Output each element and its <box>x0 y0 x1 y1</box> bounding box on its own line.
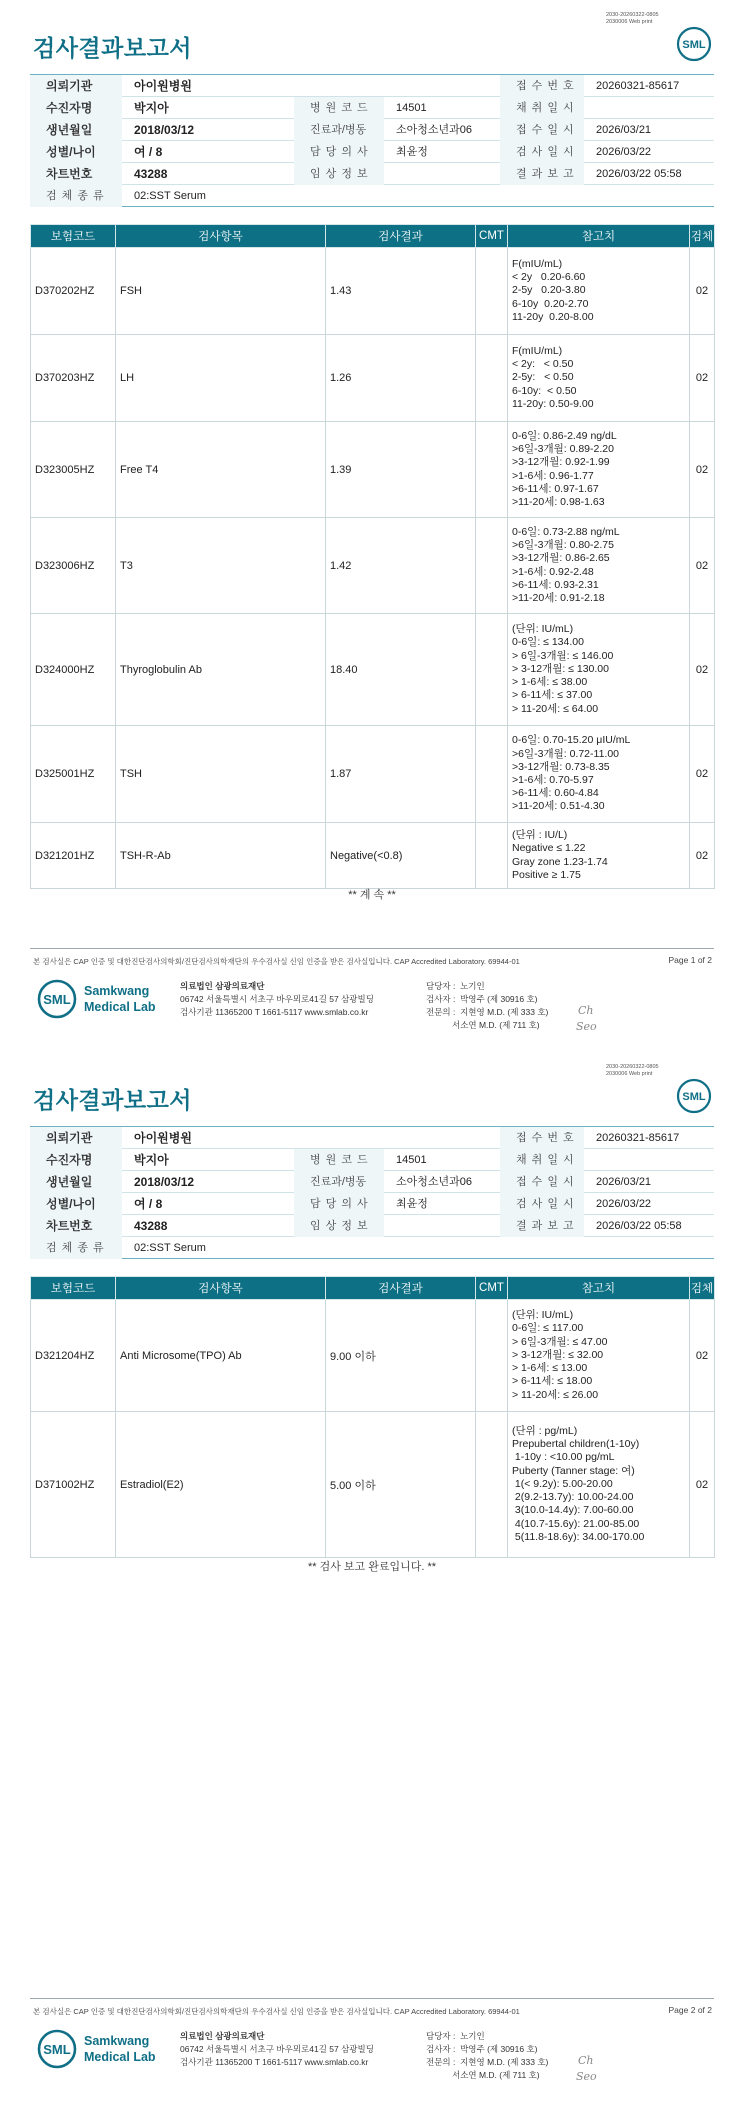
patient-info <box>30 74 714 207</box>
sex-age-label: 성별/나이 <box>30 1193 122 1215</box>
report-title: 검사결과보고서 <box>33 1087 193 1113</box>
clinical-label: 임 상 정 보 <box>294 163 384 185</box>
receipt-date-label: 접 수 일 시 <box>500 119 584 141</box>
receipt-no-value: 20260321-85617 <box>596 80 680 92</box>
cell-specimen: 02 <box>690 335 715 422</box>
specimen-label: 검 체 종 류 <box>30 185 122 207</box>
lab-street-address: 06742 서울특별시 서초구 바우뫼로41길 57 삼광빌딩 <box>180 994 374 1004</box>
cell-reference: 0-6일: 0.70-15.20 μIU/mL >6일-3개월: 0.72-11.00 >3-12개월: 0.73-8.35 >1-6세: 0.70-5.97 >6-11세: 0.60-4.84 >11-20세: 0.51-4.30 <box>508 726 690 823</box>
cell-code: D321201HZ <box>31 823 116 889</box>
header-reference: 참고치 <box>508 225 690 248</box>
clinical-label: 임 상 정 보 <box>294 1215 384 1237</box>
name-label: 수진자명 <box>30 1149 122 1171</box>
test-date-label: 검 사 일 시 <box>500 141 584 163</box>
doctor-label: 담 당 의 사 <box>294 1193 384 1215</box>
cell-result: 18.40 <box>326 614 476 726</box>
cell-item: LH <box>116 335 326 422</box>
brand-name-line1: Samkwang <box>84 984 150 998</box>
signature-2: Seo <box>576 1020 597 1033</box>
info-row-requester <box>30 1127 714 1149</box>
patient-info <box>30 1126 714 1259</box>
doctor-label: 담 당 의 사 <box>294 141 384 163</box>
chart-no-value: 43288 <box>134 167 168 181</box>
footer-cert-note: 본 검사실은 CAP 인증 및 대한진단검사의학회/진단검사의학재단의 우수검사실 신임 인증을 받은 검사실입니다. CAP Accredited Laboratory. 69944-01 <box>33 2007 520 2016</box>
lab-org-name: 의료법인 삼광의료재단 <box>180 2031 265 2041</box>
cell-reference: F(mIU/mL) < 2y 0.20-6.60 2-5y 0.20-3.80 6-10y 0.20-2.70 11-20y 0.20-8.00 <box>508 248 690 335</box>
cell-item: FSH <box>116 248 326 335</box>
cell-specimen: 02 <box>690 1300 715 1412</box>
info-row-specimen <box>30 185 714 207</box>
cell-result: 1.39 <box>326 422 476 518</box>
cell-reference: (단위 : IU/L) Negative ≤ 1.22 Gray zone 1.23-1.74 Positive ≥ 1.75 <box>508 823 690 889</box>
footer-divider <box>30 948 714 949</box>
cell-specimen: 02 <box>690 823 715 889</box>
cell-cmt <box>476 422 508 518</box>
receipt-no-label: 접 수 번 호 <box>500 1127 584 1149</box>
test-date-label: 검 사 일 시 <box>500 1193 584 1215</box>
receipt-date-value: 2026/03/21 <box>596 124 652 136</box>
chart-no-label: 차트번호 <box>30 163 122 185</box>
header-specimen: 검체 <box>690 225 715 248</box>
specimen-value: 02:SST Serum <box>134 1242 206 1254</box>
cell-code: D321204HZ <box>31 1300 116 1412</box>
table-row <box>31 518 715 614</box>
cell-reference: 0-6일: 0.73-2.88 ng/mL >6일-3개월: 0.80-2.75 >3-12개월: 0.86-2.65 >1-6세: 0.92-2.48 >6-11세: 0.93-2.31 >11-20세: 0.91-2.18 <box>508 518 690 614</box>
lab-staff: 담당자 : 노기인 검사자 : 박영주 (제 30916 호) 전문의 : 지현영 M.D. (제 333 호) 서소연 M.D. (제 711 호) <box>426 2031 549 2080</box>
collect-date-value <box>584 1149 714 1171</box>
cell-code: D323006HZ <box>31 518 116 614</box>
lab-address <box>180 980 374 1019</box>
requester-value: 아이원병원 <box>134 1131 192 1145</box>
name-label: 수진자명 <box>30 97 122 119</box>
name-value: 박지아 <box>134 1153 169 1167</box>
dob-label: 생년월일 <box>30 1171 122 1193</box>
dept-label: 진료과/병동 <box>294 1171 384 1193</box>
sml-footer-logo-text: SML <box>43 2042 71 2057</box>
cell-item: TSH-R-Ab <box>116 823 326 889</box>
cell-specimen: 02 <box>690 422 715 518</box>
table-row <box>31 1412 715 1558</box>
table-header-row <box>31 225 715 248</box>
specimen-label: 검 체 종 류 <box>30 1237 122 1259</box>
report-date-label: 결 과 보 고 <box>500 1215 584 1237</box>
cell-reference: 0-6일: 0.86-2.49 ng/dL >6일-3개월: 0.89-2.20 >3-12개월: 0.92-1.99 >1-6세: 0.96-1.77 >6-11세: 0.97-1.67 >11-20세: 0.98-1.63 <box>508 422 690 518</box>
sml-footer-logo-text: SML <box>43 992 71 1007</box>
page-number: Page 1 of 2 <box>668 955 712 965</box>
table-row <box>31 726 715 823</box>
sml-logo-text: SML <box>682 39 706 51</box>
dept-value: 소아청소년과06 <box>396 1176 472 1188</box>
sex-age-value: 여 / 8 <box>134 145 163 159</box>
cell-code: D371002HZ <box>31 1412 116 1558</box>
report-date-value: 2026/03/22 05:58 <box>596 1220 682 1232</box>
sex-age-value: 여 / 8 <box>134 1197 163 1211</box>
results-table-page-2 <box>30 1276 715 1558</box>
print-stamp: 2030-20260322-0805 2030006 Web print <box>606 12 659 25</box>
header-reference: 참고치 <box>508 1277 690 1300</box>
hospital-code-value: 14501 <box>396 1154 427 1166</box>
cell-code: D325001HZ <box>31 726 116 823</box>
header-specimen: 검체 <box>690 1277 715 1300</box>
table-row <box>31 823 715 889</box>
brand-name-line1: Samkwang <box>84 2034 150 2048</box>
cell-specimen: 02 <box>690 614 715 726</box>
name-value: 박지아 <box>134 101 169 115</box>
lab-staff: 담당자 : 노기인 검사자 : 박영주 (제 30916 호) 전문의 : 지현영 M.D. (제 333 호) 서소연 M.D. (제 711 호) <box>426 981 549 1030</box>
info-row-sex-age <box>30 1193 714 1215</box>
footer-cert-note: 본 검사실은 CAP 인증 및 대한진단검사의학회/진단검사의학재단의 우수검사실 신임 인증을 받은 검사실입니다. CAP Accredited Laboratory. 69944-01 <box>33 957 520 966</box>
info-row-dob <box>30 1171 714 1193</box>
signature-1: Ch <box>578 2054 594 2067</box>
cell-cmt <box>476 614 508 726</box>
report-complete-note: ** 검사 보고 완료입니다. ** <box>307 1561 437 1573</box>
test-date-value: 2026/03/22 <box>596 1198 652 1210</box>
receipt-date-label: 접 수 일 시 <box>500 1171 584 1193</box>
results-table-page-1 <box>30 224 715 889</box>
clinical-value <box>384 163 500 185</box>
info-row-specimen <box>30 1237 714 1259</box>
cell-cmt <box>476 1300 508 1412</box>
signature-2: Seo <box>576 2070 597 2083</box>
brand-name-line2: Medical Lab <box>84 2050 156 2064</box>
cell-specimen: 02 <box>690 726 715 823</box>
info-row-sex-age <box>30 141 714 163</box>
cell-cmt <box>476 518 508 614</box>
table-row <box>31 335 715 422</box>
info-row-name <box>30 97 714 119</box>
cell-result: 5.00 이하 <box>326 1412 476 1558</box>
print-stamp: 2030-20260322-0805 2030006 Web print <box>606 1064 659 1077</box>
hospital-code-label: 병 원 코 드 <box>294 1149 384 1171</box>
info-row-name <box>30 1149 714 1171</box>
footer-brand <box>36 2026 166 2074</box>
hospital-code-value: 14501 <box>396 102 427 114</box>
receipt-no-value: 20260321-85617 <box>596 1132 680 1144</box>
sml-logo-text: SML <box>682 1091 706 1103</box>
table-row <box>31 422 715 518</box>
cell-cmt <box>476 1412 508 1558</box>
cell-result: 1.87 <box>326 726 476 823</box>
dob-value: 2018/03/12 <box>134 1175 195 1189</box>
cell-cmt <box>476 248 508 335</box>
test-date-value: 2026/03/22 <box>596 146 652 158</box>
chart-no-label: 차트번호 <box>30 1215 122 1237</box>
signature-1: Ch <box>578 1004 594 1017</box>
header-code: 보험코드 <box>31 225 116 248</box>
continued-note: ** 계 속 ** <box>348 889 396 901</box>
sml-logo-icon <box>676 1078 712 1114</box>
cell-specimen: 02 <box>690 518 715 614</box>
cell-result: 9.00 이하 <box>326 1300 476 1412</box>
hospital-code-label: 병 원 코 드 <box>294 97 384 119</box>
requester-label: 의뢰기관 <box>30 75 122 97</box>
table-row <box>31 1300 715 1412</box>
collect-date-label: 채 취 일 시 <box>500 97 584 119</box>
info-row-chart <box>30 163 714 185</box>
dob-label: 생년월일 <box>30 119 122 141</box>
cell-item: Anti Microsome(TPO) Ab <box>116 1300 326 1412</box>
sml-footer-logo-icon <box>36 978 78 1020</box>
collect-date-label: 채 취 일 시 <box>500 1149 584 1171</box>
page-number: Page 2 of 2 <box>668 2005 712 2015</box>
cell-result: 1.42 <box>326 518 476 614</box>
table-row <box>31 614 715 726</box>
header-item: 검사항목 <box>116 1277 326 1300</box>
cell-item: Free T4 <box>116 422 326 518</box>
lab-street-address: 06742 서울특별시 서초구 바우뫼로41길 57 삼광빌딩 <box>180 2044 374 2054</box>
header-cmt: CMT <box>476 225 508 248</box>
cell-code: D370203HZ <box>31 335 116 422</box>
collect-date-value <box>584 97 714 119</box>
footer-divider <box>30 1998 714 1999</box>
cell-result: Negative(<0.8) <box>326 823 476 889</box>
report-date-label: 결 과 보 고 <box>500 163 584 185</box>
cell-reference: (단위: IU/mL) 0-6일: ≤ 117.00 > 6일-3개월: ≤ 47.00 > 3-12개월: ≤ 32.00 > 1-6세: ≤ 13.00 > 6-11세: ≤ 18.00 > 11-20세: ≤ 26.00 <box>508 1300 690 1412</box>
cell-code: D370202HZ <box>31 248 116 335</box>
cell-specimen: 02 <box>690 1412 715 1558</box>
header-item: 검사항목 <box>116 225 326 248</box>
lab-contact: 검사기관 11365200 T 1661-5117 www.smlab.co.kr <box>180 2057 369 2067</box>
cell-reference: (단위: IU/mL) 0-6일: ≤ 134.00 > 6일-3개월: ≤ 146.00 > 3-12개월: ≤ 130.00 > 1-6세: ≤ 38.00 > 6-11세: ≤ 37.00 > 11-20세: ≤ 64.00 <box>508 614 690 726</box>
cell-result: 1.43 <box>326 248 476 335</box>
cell-code: D324000HZ <box>31 614 116 726</box>
dob-value: 2018/03/12 <box>134 123 195 137</box>
cell-cmt <box>476 335 508 422</box>
sml-footer-logo-icon <box>36 2028 78 2070</box>
cell-cmt <box>476 726 508 823</box>
requester-value: 아이원병원 <box>134 79 192 93</box>
lab-address <box>180 2030 374 2069</box>
header-result: 검사결과 <box>326 1277 476 1300</box>
receipt-date-value: 2026/03/21 <box>596 1176 652 1188</box>
lab-contact: 검사기관 11365200 T 1661-5117 www.smlab.co.kr <box>180 1007 369 1017</box>
report-title: 검사결과보고서 <box>33 35 193 61</box>
dept-label: 진료과/병동 <box>294 119 384 141</box>
table-row <box>31 248 715 335</box>
cell-item: Estradiol(E2) <box>116 1412 326 1558</box>
cell-item: Thyroglobulin Ab <box>116 614 326 726</box>
cell-reference: F(mIU/mL) < 2y: < 0.50 2-5y: < 0.50 6-10y: < 0.50 11-20y: 0.50-9.00 <box>508 335 690 422</box>
specimen-value: 02:SST Serum <box>134 190 206 202</box>
dept-value: 소아청소년과06 <box>396 124 472 136</box>
doctor-value: 최윤정 <box>396 1198 428 1210</box>
requester-label: 의뢰기관 <box>30 1127 122 1149</box>
info-row-dob <box>30 119 714 141</box>
header-code: 보험코드 <box>31 1277 116 1300</box>
cell-item: TSH <box>116 726 326 823</box>
info-row-requester <box>30 75 714 97</box>
chart-no-value: 43288 <box>134 1219 168 1233</box>
table-header-row <box>31 1277 715 1300</box>
cell-cmt <box>476 823 508 889</box>
sex-age-label: 성별/나이 <box>30 141 122 163</box>
footer-brand <box>36 976 166 1024</box>
cell-item: T3 <box>116 518 326 614</box>
header-cmt: CMT <box>476 1277 508 1300</box>
doctor-value: 최윤정 <box>396 146 428 158</box>
cell-code: D323005HZ <box>31 422 116 518</box>
info-row-chart <box>30 1215 714 1237</box>
cell-result: 1.26 <box>326 335 476 422</box>
report-date-value: 2026/03/22 05:58 <box>596 168 682 180</box>
sml-logo-icon <box>676 26 712 62</box>
header-result: 검사결과 <box>326 225 476 248</box>
cell-specimen: 02 <box>690 248 715 335</box>
clinical-value <box>384 1215 500 1237</box>
brand-name-line2: Medical Lab <box>84 1000 156 1014</box>
cell-reference: (단위 : pg/mL) Prepubertal children(1-10y) 1-10y : <10.00 pg/mL Puberty (Tanner stage: 여) 1(< 9.2y): 5.00-20.00 2(9.2-13.7y): 10.00-24.00 3(10.0-14.4y): 7.00-60.00 4(10.7-15.6y): 21.00-85.00 5(11.8-18.6y): 34.00-170.00 <box>508 1412 690 1558</box>
lab-org-name: 의료법인 삼광의료재단 <box>180 981 265 991</box>
receipt-no-label: 접 수 번 호 <box>500 75 584 97</box>
report-page-2 <box>0 1052 744 2104</box>
